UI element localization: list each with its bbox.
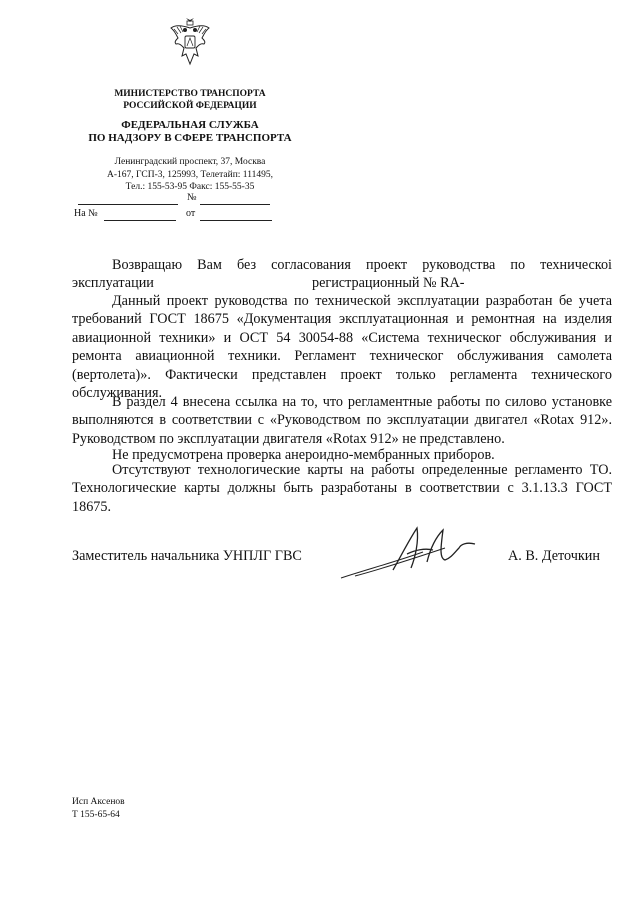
number-sign: № [187, 192, 197, 203]
paragraph-5: Отсутствуют технологические карты на работы определенные регламенто ТО. Технологические карты должны быть разработаны в соответствии с 3.1.13.3 ГОСТ 18675. [72, 462, 612, 515]
service-name: ФЕДЕРАЛЬНАЯ СЛУЖБА ПО НАДЗОРУ В СФЕРЕ ТРАНСПОРТА [88, 119, 292, 144]
signatory-title: Заместитель начальника УНПЛГ ГВС [72, 548, 302, 564]
outgoing-number-line [200, 192, 270, 205]
paragraph-3: В раздел 4 внесена ссылка на то, что регламентные работы по силово установке выполняются в соответствии с «Руководством по эксплуатации двигател «Rotax 912». Руководством по эксплуатации двигателя «Rotax 912» не представлено. [72, 394, 612, 447]
from-label: от [186, 208, 196, 219]
coat-of-arms-icon [168, 16, 212, 68]
paragraph-4: Не предусмотрена проверка анероидно-мембранных приборов. [112, 447, 495, 463]
outgoing-date-line [78, 192, 178, 205]
executor-phone: Т 155-65-64 [72, 810, 120, 820]
incoming-number-line [104, 208, 176, 221]
on-number-label: На № [74, 208, 98, 219]
paragraph-2: Данный проект руководства по технической эксплуатации разработан бе учета требований ГОСТ 18675 «Документация эксплуатационная и ремонтная на изделия авиационной техники» и ОСТ 54 30054-88 «Система техническог обслуживания и ремонта авиационной техники. Регламент техническог обслуживания самолета (вертолета)». Фактически представлен проект только регламента технического обслуживания. [72, 293, 612, 402]
incoming-date-line [200, 208, 272, 221]
ministry-name: МИНИСТЕРСТВО ТРАНСПОРТА РОССИЙСКОЙ ФЕДЕРАЦИИ [114, 89, 266, 111]
address-block: Ленинградский проспект, 37, Москва А-167, ГСП-3, 125993, Телетайп: 111495, Тел.: 155-53-95 Факс: 155-55-35 [107, 157, 273, 192]
signatory-name: А. В. Деточкин [508, 548, 600, 564]
paragraph-1: Возвращаю Вам без согласования проект руководства по техническоі эксплуатации регистрационный № RA- [72, 257, 612, 292]
handwritten-signature [335, 518, 495, 588]
executor-name: Исп Аксенов [72, 797, 125, 807]
